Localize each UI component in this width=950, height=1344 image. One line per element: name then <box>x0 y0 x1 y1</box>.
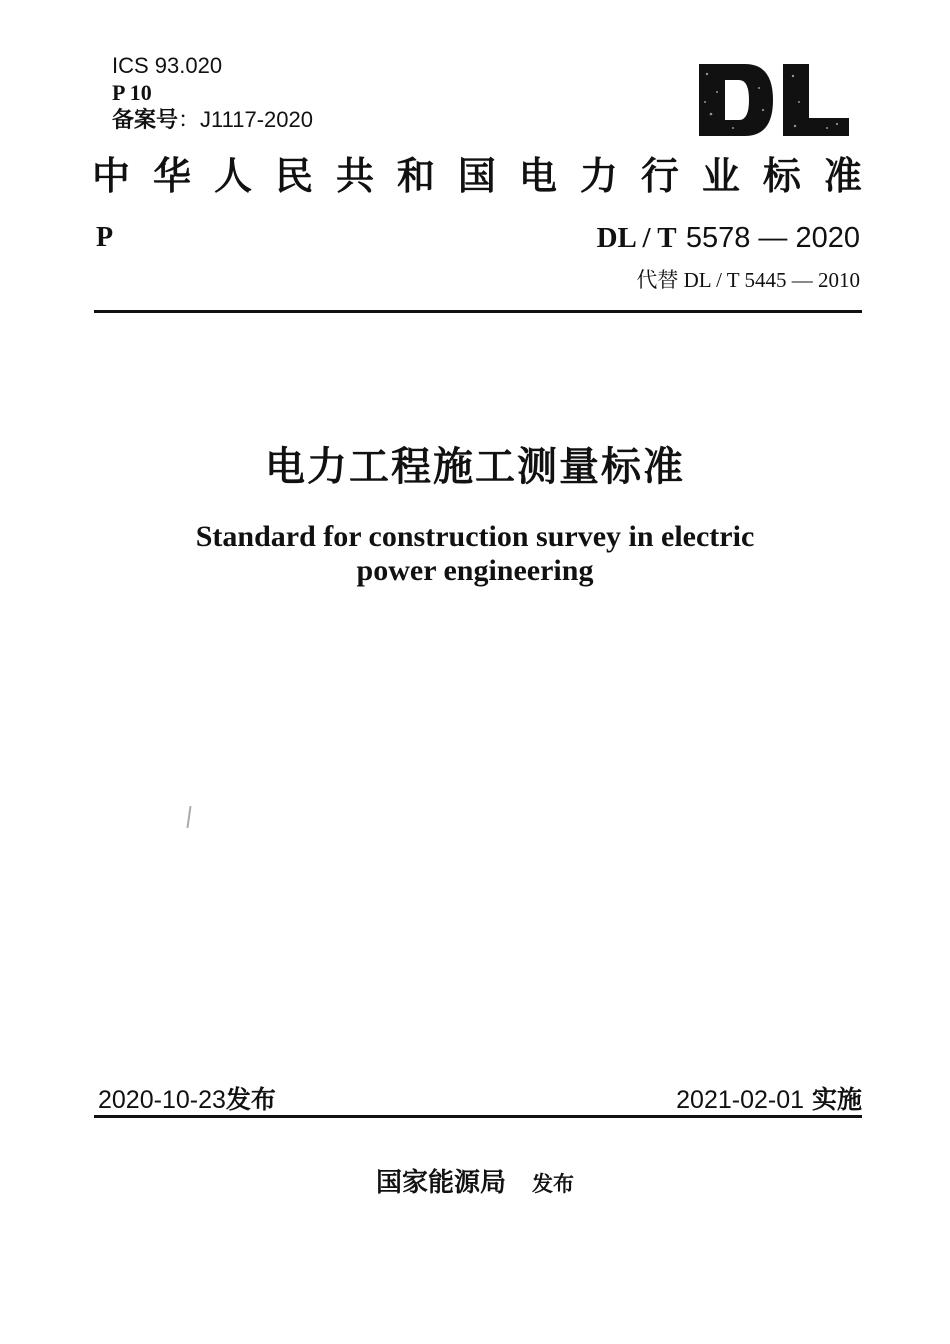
standard-prefix: DL / T <box>596 222 677 254</box>
effective-word: 实施 <box>811 1085 862 1114</box>
industry-standard-banner <box>92 150 862 202</box>
release-date <box>98 1080 276 1116</box>
classification-codes <box>112 52 313 133</box>
classification-letter: P <box>96 222 114 253</box>
banner-char: 民 <box>274 153 313 198</box>
dl-logo-text: DL <box>697 62 699 63</box>
banner-char: 力 <box>579 153 618 198</box>
banner-char: 和 <box>396 153 435 198</box>
standard-number <box>597 220 860 255</box>
filing-separator: ： <box>178 107 201 132</box>
issuer-organization: 国家能源局 <box>375 1168 506 1198</box>
bottom-divider <box>94 1115 862 1118</box>
banner-char: 电 <box>518 153 557 198</box>
banner-char: 准 <box>823 153 862 198</box>
title-english-line-2: power engineering <box>356 554 594 587</box>
title-english <box>0 520 950 588</box>
p-code: P 10 <box>112 80 152 105</box>
issuer <box>0 1162 950 1199</box>
title-english-line-1: Standard for construction survey in electric <box>195 520 755 553</box>
effective-date <box>676 1080 862 1116</box>
ics-code: ICS 93.020 <box>112 53 223 78</box>
dl-logo-mark <box>697 62 851 138</box>
banner-char: 国 <box>457 153 496 198</box>
title-chinese: 电力工程施工测量标准 <box>265 444 685 490</box>
effective-date-value: 2021-02-01 <box>676 1086 805 1114</box>
scan-mark <box>186 806 191 828</box>
release-date-value: 2020-10-23 <box>98 1086 226 1114</box>
banner-char: 中 <box>92 153 131 198</box>
banner-char: 标 <box>762 153 801 198</box>
issuer-action: 发布 <box>532 1172 574 1196</box>
banner-char: 业 <box>701 153 740 198</box>
banner-char: 共 <box>335 153 374 198</box>
dl-logo <box>697 62 851 138</box>
filing-label: 备案号 <box>112 107 179 132</box>
filing-number: J1117-2020 <box>200 107 313 132</box>
filing-number-line <box>112 106 313 133</box>
standard-code: 5578 — 2020 <box>685 222 860 254</box>
banner-char: 行 <box>640 153 679 198</box>
banner-char: 华 <box>152 153 191 198</box>
replaces-standard: 代替 DL / T 5445 — 2010 <box>636 268 860 292</box>
top-divider <box>94 310 862 313</box>
banner-char: 人 <box>213 153 252 198</box>
release-word: 发布 <box>225 1085 276 1114</box>
